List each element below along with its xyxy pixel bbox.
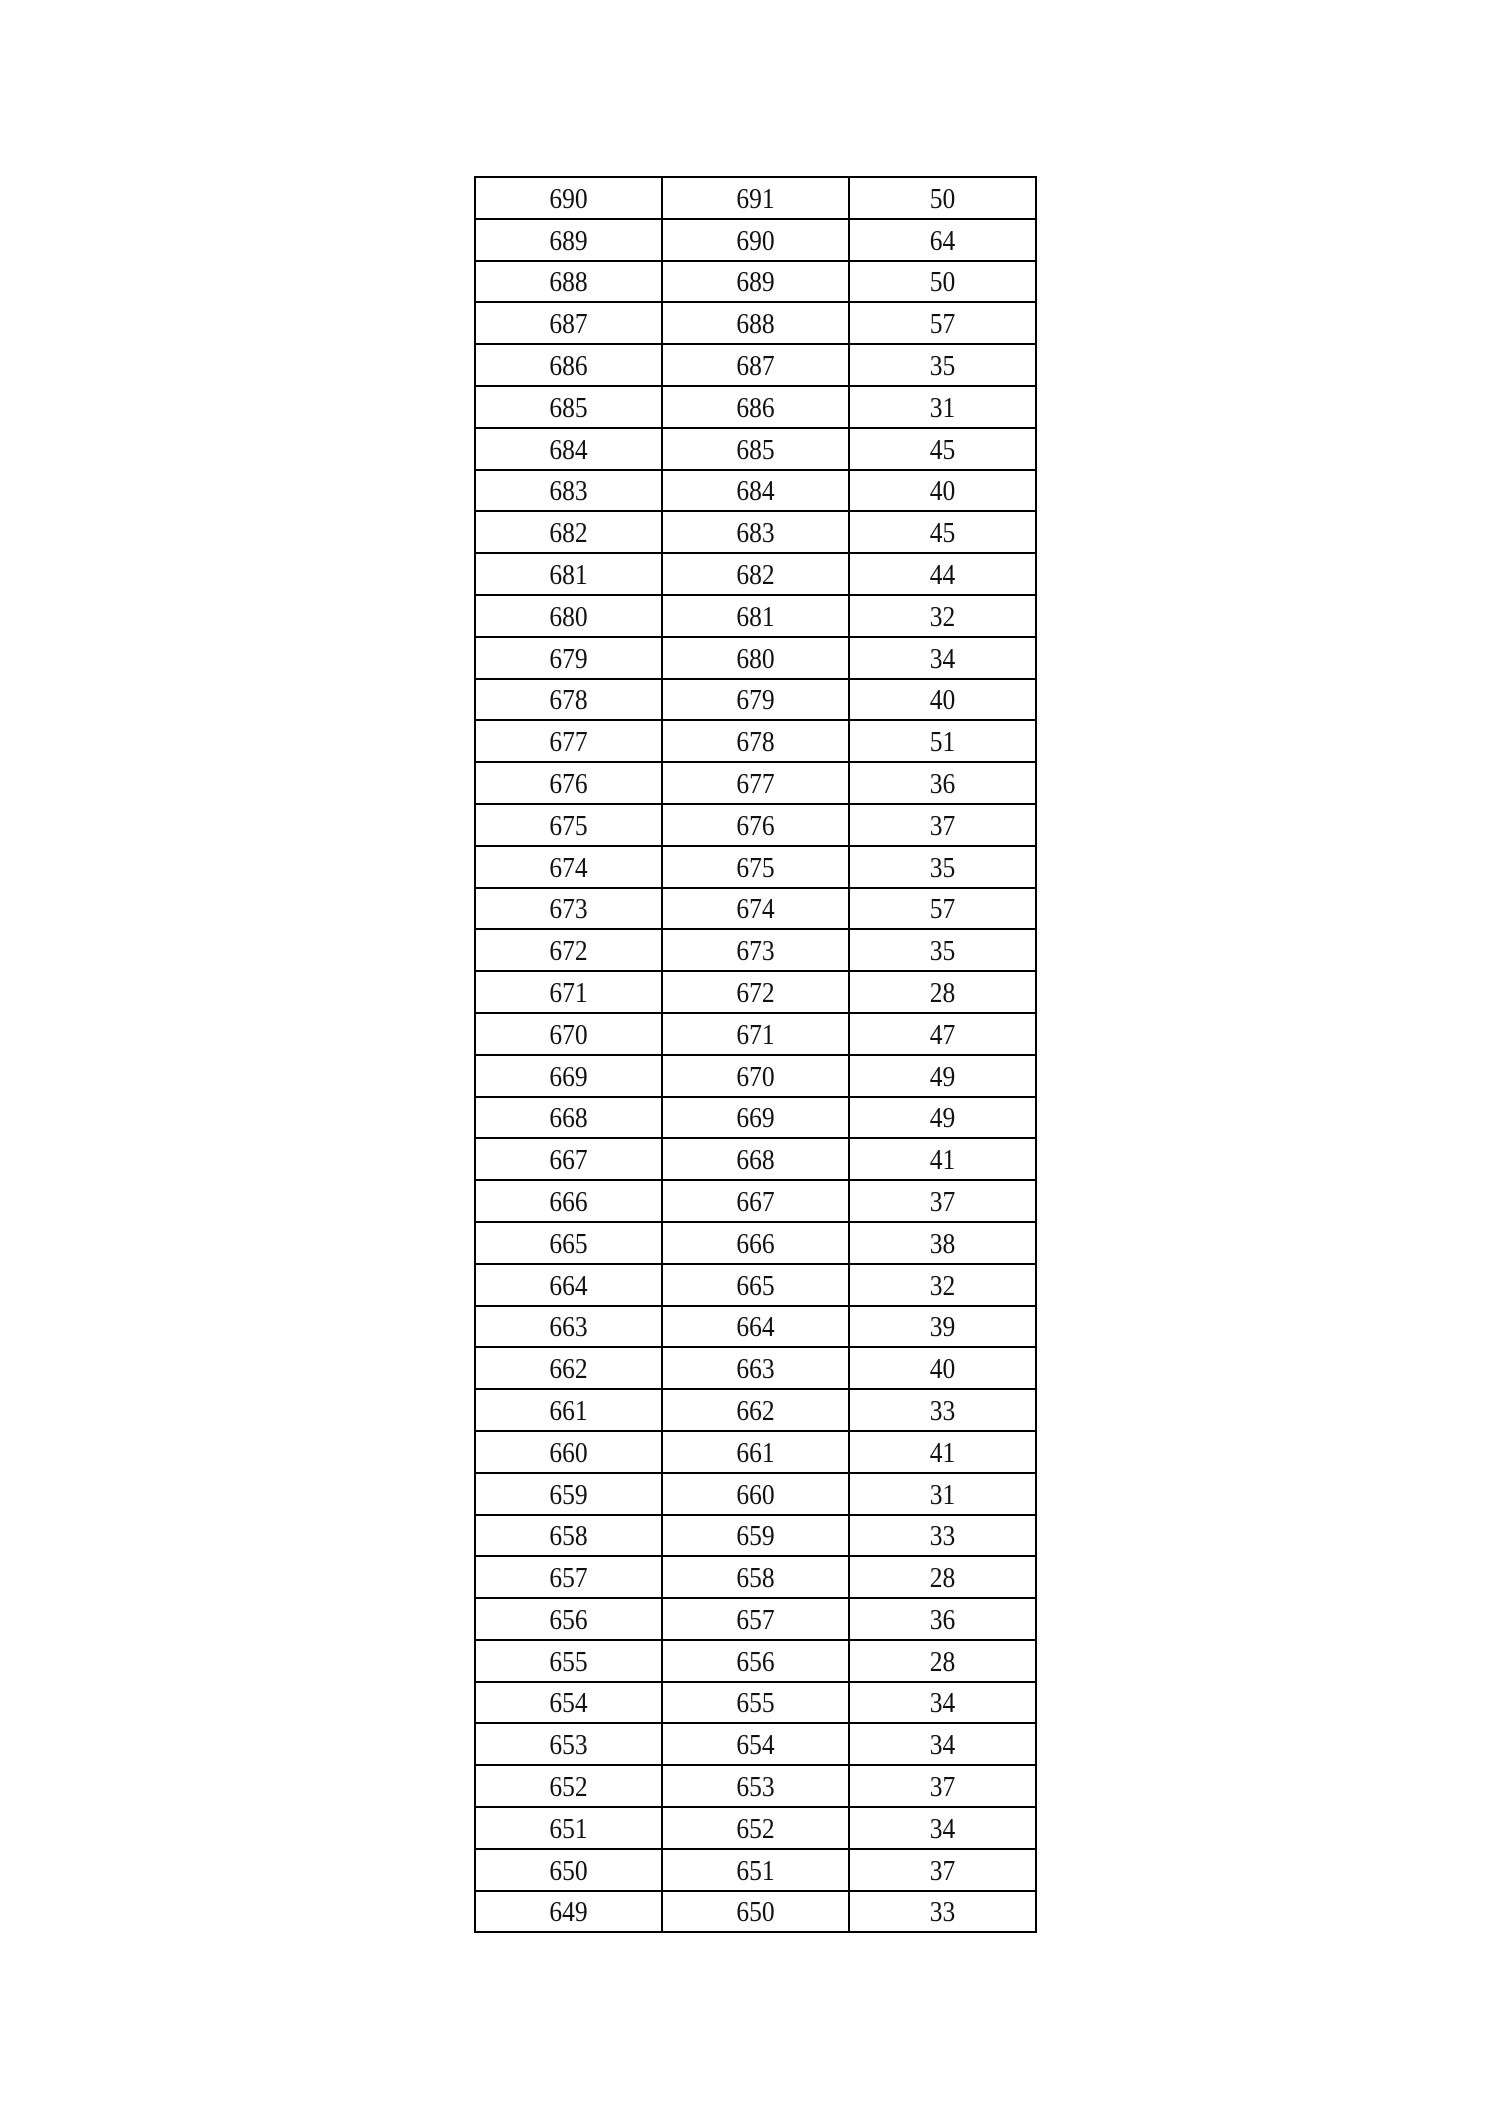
table-cell: 684 [486, 428, 651, 470]
table-cell: 652 [486, 1765, 651, 1807]
table-cell: 47 [860, 1013, 1025, 1055]
table-cell: 35 [860, 846, 1025, 888]
table-row [475, 1640, 1036, 1682]
table-cell: 673 [673, 929, 838, 971]
table-row [475, 888, 1036, 930]
table-cell: 673 [486, 888, 651, 930]
table-cell: 671 [673, 1013, 838, 1055]
table-row [475, 219, 1036, 261]
table-row [475, 470, 1036, 512]
table-cell: 653 [673, 1765, 838, 1807]
table-cell: 671 [486, 971, 651, 1013]
table-cell: 57 [860, 302, 1025, 344]
table-cell: 667 [673, 1180, 838, 1222]
table-cell: 33 [860, 1515, 1025, 1557]
table-row [475, 1723, 1036, 1765]
table-cell: 659 [486, 1473, 651, 1515]
table-cell: 650 [673, 1891, 838, 1933]
table-cell: 655 [673, 1682, 838, 1724]
table-row [475, 929, 1036, 971]
table-cell: 660 [486, 1431, 651, 1473]
table-cell: 678 [673, 720, 838, 762]
table-row [475, 1556, 1036, 1598]
table-cell: 40 [860, 470, 1025, 512]
table-cell: 653 [486, 1723, 651, 1765]
table-cell: 37 [860, 804, 1025, 846]
table-cell: 685 [486, 386, 651, 428]
table-cell: 658 [486, 1515, 651, 1557]
table-row [475, 1515, 1036, 1557]
table-cell: 38 [860, 1222, 1025, 1264]
table-cell: 677 [673, 762, 838, 804]
table-cell: 669 [486, 1055, 651, 1097]
table-cell: 687 [486, 302, 651, 344]
table-row [475, 804, 1036, 846]
table-cell: 41 [860, 1138, 1025, 1180]
table-cell: 667 [486, 1138, 651, 1180]
table-cell: 40 [860, 679, 1025, 721]
table-cell: 678 [486, 679, 651, 721]
table-cell: 690 [486, 177, 651, 219]
table-cell: 50 [860, 177, 1025, 219]
table-cell: 665 [486, 1222, 651, 1264]
table-cell: 41 [860, 1431, 1025, 1473]
table-cell: 663 [486, 1306, 651, 1348]
table-cell: 661 [673, 1431, 838, 1473]
table-cell: 39 [860, 1306, 1025, 1348]
table-cell: 35 [860, 344, 1025, 386]
table-cell: 657 [486, 1556, 651, 1598]
table-cell: 670 [673, 1055, 838, 1097]
table-row [475, 1849, 1036, 1891]
table-row [475, 1473, 1036, 1515]
score-table [474, 176, 1037, 1933]
table-row [475, 1306, 1036, 1348]
table-cell: 36 [860, 762, 1025, 804]
table-cell: 676 [673, 804, 838, 846]
table-cell: 665 [673, 1264, 838, 1306]
table-cell: 33 [860, 1891, 1025, 1933]
table-cell: 666 [486, 1180, 651, 1222]
table-row [475, 679, 1036, 721]
table-cell: 31 [860, 1473, 1025, 1515]
table-cell: 657 [673, 1598, 838, 1640]
table-row [475, 1138, 1036, 1180]
table-row [475, 386, 1036, 428]
table-cell: 688 [486, 261, 651, 303]
table-cell: 686 [673, 386, 838, 428]
table-cell: 672 [673, 971, 838, 1013]
table-cell: 666 [673, 1222, 838, 1264]
table-cell: 682 [673, 553, 838, 595]
table-row [475, 302, 1036, 344]
table-cell: 37 [860, 1180, 1025, 1222]
table-row [475, 1682, 1036, 1724]
table-cell: 31 [860, 386, 1025, 428]
table-cell: 669 [673, 1097, 838, 1139]
table-cell: 689 [486, 219, 651, 261]
table-cell: 656 [486, 1598, 651, 1640]
table-cell: 49 [860, 1097, 1025, 1139]
table-cell: 659 [673, 1515, 838, 1557]
table-row [475, 428, 1036, 470]
table-row [475, 762, 1036, 804]
table-cell: 35 [860, 929, 1025, 971]
table-cell: 675 [673, 846, 838, 888]
table-cell: 32 [860, 1264, 1025, 1306]
table-cell: 32 [860, 595, 1025, 637]
table-cell: 51 [860, 720, 1025, 762]
table-cell: 686 [486, 344, 651, 386]
table-cell: 661 [486, 1389, 651, 1431]
table-row [475, 1431, 1036, 1473]
table-cell: 690 [673, 219, 838, 261]
table-row [475, 846, 1036, 888]
table-cell: 28 [860, 1640, 1025, 1682]
table-cell: 679 [673, 679, 838, 721]
table-cell: 689 [673, 261, 838, 303]
table-row [475, 1055, 1036, 1097]
table-cell: 658 [673, 1556, 838, 1598]
table-cell: 672 [486, 929, 651, 971]
table-row [475, 344, 1036, 386]
table-cell: 649 [486, 1891, 651, 1933]
table-cell: 28 [860, 971, 1025, 1013]
table-cell: 652 [673, 1807, 838, 1849]
table-row [475, 595, 1036, 637]
table-cell: 675 [486, 804, 651, 846]
table-cell: 664 [673, 1306, 838, 1348]
table-row [475, 261, 1036, 303]
table-cell: 45 [860, 511, 1025, 553]
table-cell: 668 [486, 1097, 651, 1139]
table-row [475, 553, 1036, 595]
table-cell: 662 [673, 1389, 838, 1431]
table-row [475, 177, 1036, 219]
table-cell: 33 [860, 1389, 1025, 1431]
table-cell: 34 [860, 1723, 1025, 1765]
table-row [475, 1013, 1036, 1055]
table-cell: 680 [486, 595, 651, 637]
table-cell: 674 [486, 846, 651, 888]
table-cell: 660 [673, 1473, 838, 1515]
table-cell: 687 [673, 344, 838, 386]
table-row [475, 1765, 1036, 1807]
table-cell: 50 [860, 261, 1025, 303]
table-cell: 681 [486, 553, 651, 595]
table-cell: 683 [673, 511, 838, 553]
table-row [475, 1347, 1036, 1389]
table-cell: 676 [486, 762, 651, 804]
table-cell: 37 [860, 1849, 1025, 1891]
table-cell: 680 [673, 637, 838, 679]
table-cell: 662 [486, 1347, 651, 1389]
table-cell: 663 [673, 1347, 838, 1389]
table-cell: 683 [486, 470, 651, 512]
table-cell: 34 [860, 637, 1025, 679]
table-row [475, 511, 1036, 553]
table-row [475, 1598, 1036, 1640]
table-cell: 49 [860, 1055, 1025, 1097]
table-cell: 654 [486, 1682, 651, 1724]
table-cell: 651 [673, 1849, 838, 1891]
table-cell: 685 [673, 428, 838, 470]
table-row [475, 1389, 1036, 1431]
table-row [475, 1222, 1036, 1264]
table-cell: 684 [673, 470, 838, 512]
table-row [475, 1264, 1036, 1306]
table-cell: 650 [486, 1849, 651, 1891]
table-row [475, 720, 1036, 762]
table-cell: 670 [486, 1013, 651, 1055]
table-cell: 40 [860, 1347, 1025, 1389]
table-cell: 682 [486, 511, 651, 553]
table-cell: 654 [673, 1723, 838, 1765]
table-cell: 677 [486, 720, 651, 762]
table-cell: 681 [673, 595, 838, 637]
table-cell: 45 [860, 428, 1025, 470]
table-row [475, 637, 1036, 679]
table-body [475, 177, 1036, 1932]
table-cell: 64 [860, 219, 1025, 261]
table-cell: 34 [860, 1682, 1025, 1724]
table-cell: 655 [486, 1640, 651, 1682]
table-cell: 668 [673, 1138, 838, 1180]
table-row [475, 1097, 1036, 1139]
table-cell: 688 [673, 302, 838, 344]
table-row [475, 1891, 1036, 1933]
table-row [475, 1807, 1036, 1849]
table-cell: 679 [486, 637, 651, 679]
table-cell: 28 [860, 1556, 1025, 1598]
table-cell: 36 [860, 1598, 1025, 1640]
table-cell: 57 [860, 888, 1025, 930]
table-cell: 44 [860, 553, 1025, 595]
table-row [475, 1180, 1036, 1222]
table-cell: 34 [860, 1807, 1025, 1849]
table-cell: 691 [673, 177, 838, 219]
table-cell: 664 [486, 1264, 651, 1306]
table-cell: 651 [486, 1807, 651, 1849]
table-cell: 37 [860, 1765, 1025, 1807]
table-cell: 674 [673, 888, 838, 930]
table-cell: 656 [673, 1640, 838, 1682]
table-row [475, 971, 1036, 1013]
